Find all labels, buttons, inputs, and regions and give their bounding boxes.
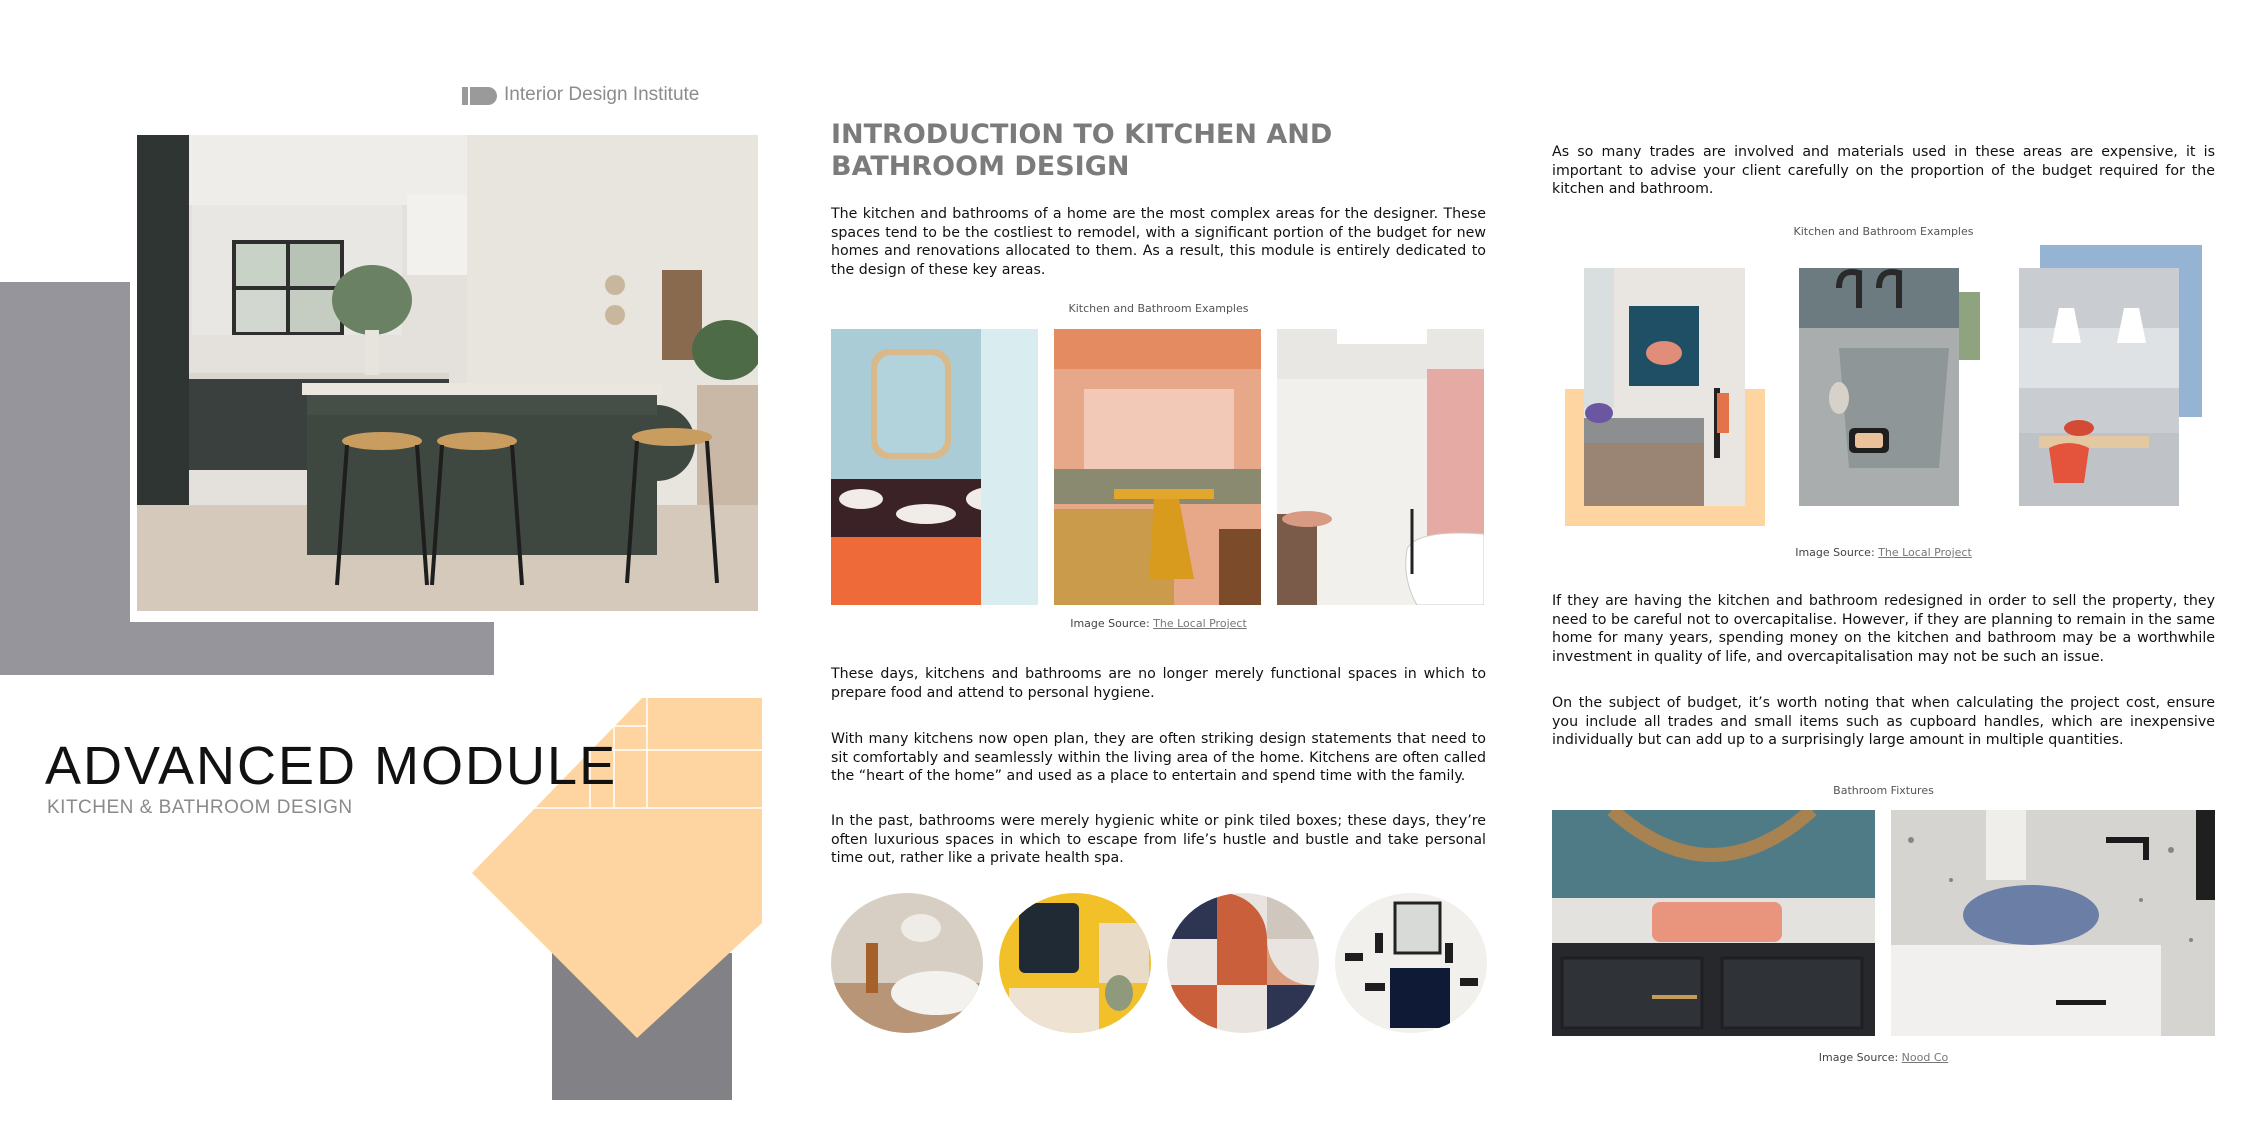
- idi-logo-icon: [462, 86, 498, 104]
- kitchen-photo-grey: [2019, 268, 2179, 506]
- grey-block-bottom: [0, 622, 494, 675]
- hero-kitchen-photo: [137, 135, 758, 611]
- intro-paragraph-3: With many kitchens now open plan, they are often striking design statements that need to sit comfortably and seamlessly within the living area of the home. Kitchens are often called the “heart of the home” and used as a place to entertain and spend time with the family.: [831, 731, 1486, 784]
- image-source-middle: [831, 617, 1486, 630]
- module-subtitle: KITCHEN & BATHROOM DESIGN: [47, 797, 353, 818]
- circle-photo-pattern: [1335, 893, 1487, 1033]
- image-source-label: Image Source:: [1070, 617, 1150, 630]
- bathroom-photo-sink: [1799, 268, 1959, 506]
- right-paragraph-3: On the subject of budget, it’s worth noting that when calculating the project cost, ensure you include all trades and small items such as cupboard handles, which are inexpensive individually but can add up to a surprisingly large amount in multiple quantities.: [1552, 695, 2215, 748]
- intro-paragraph-4: In the past, bathrooms were merely hygienic white or pink tiled boxes; these days, they’re often luxurious spaces in which to escape from life’s hustle and bustle and take personal time out, rather like a private health spa.: [831, 813, 1486, 866]
- circle-photo-bath: [831, 893, 983, 1033]
- fixtures-image-source: [1552, 1051, 2215, 1064]
- fixture-photo-blue-basin: [1891, 810, 2215, 1036]
- image-source-right: [1552, 546, 2215, 559]
- module-title: ADVANCED MODULE: [45, 736, 618, 796]
- fixture-photo-pink-basin: [1552, 810, 1875, 1036]
- grey-block-left: [0, 282, 130, 675]
- bathroom-photo-pink: [1277, 329, 1484, 605]
- figure-caption-right: Kitchen and Bathroom Examples: [1793, 225, 1974, 238]
- figure-caption-middle: Kitchen and Bathroom Examples: [1068, 302, 1249, 315]
- page-title: INTRODUCTION TO KITCHEN AND BATHROOM DESIGN: [831, 119, 1333, 182]
- right-paragraph-2: If they are having the kitchen and bathroom redesigned in order to sell the property, they need to be careful not to overcapitalise. However, if they are planning to remain in the same home for many years, spending money on the kitchen and bathroom may be a worthwhile investment in quality of life, and overcapitalisation may not be such an issue.: [1552, 593, 2215, 665]
- image-source-link[interactable]: The Local Project: [1153, 617, 1247, 630]
- image-source-link[interactable]: Nood Co: [1901, 1051, 1949, 1064]
- logo-text: Interior Design Institute: [504, 84, 700, 105]
- image-source-label: Image Source:: [1795, 546, 1875, 559]
- right-paragraph-1: As so many trades are involved and materials used in these areas are expensive, it is important to advise your client carefully on the proportion of the budget required for the kitchen and bathroom.: [1552, 144, 2215, 197]
- green-accent-block: [1958, 292, 1980, 360]
- kitchen-photo-peach: [1054, 329, 1261, 605]
- brand-logo: [462, 84, 699, 106]
- intro-paragraph-1: The kitchen and bathrooms of a home are the most complex areas for the designer. These spaces tend to be the costliest to remodel, with a significant portion of the budget for new homes and renovations allocated to them. As a result, this module is entirely dedicated to the design of these key areas.: [831, 206, 1486, 278]
- image-source-link[interactable]: The Local Project: [1878, 546, 1972, 559]
- circle-photo-tiles: [1167, 893, 1319, 1033]
- circle-photo-yellow: [999, 893, 1151, 1033]
- fixtures-caption: Bathroom Fixtures: [1833, 784, 1934, 797]
- bathroom-photo-art: [1584, 268, 1745, 506]
- image-source-label: Image Source:: [1818, 1051, 1899, 1064]
- bathroom-photo-blue-tiles: [831, 329, 1038, 605]
- intro-paragraph-2: These days, kitchens and bathrooms are no longer merely functional spaces in which to prepare food and attend to personal hygiene.: [831, 666, 1486, 701]
